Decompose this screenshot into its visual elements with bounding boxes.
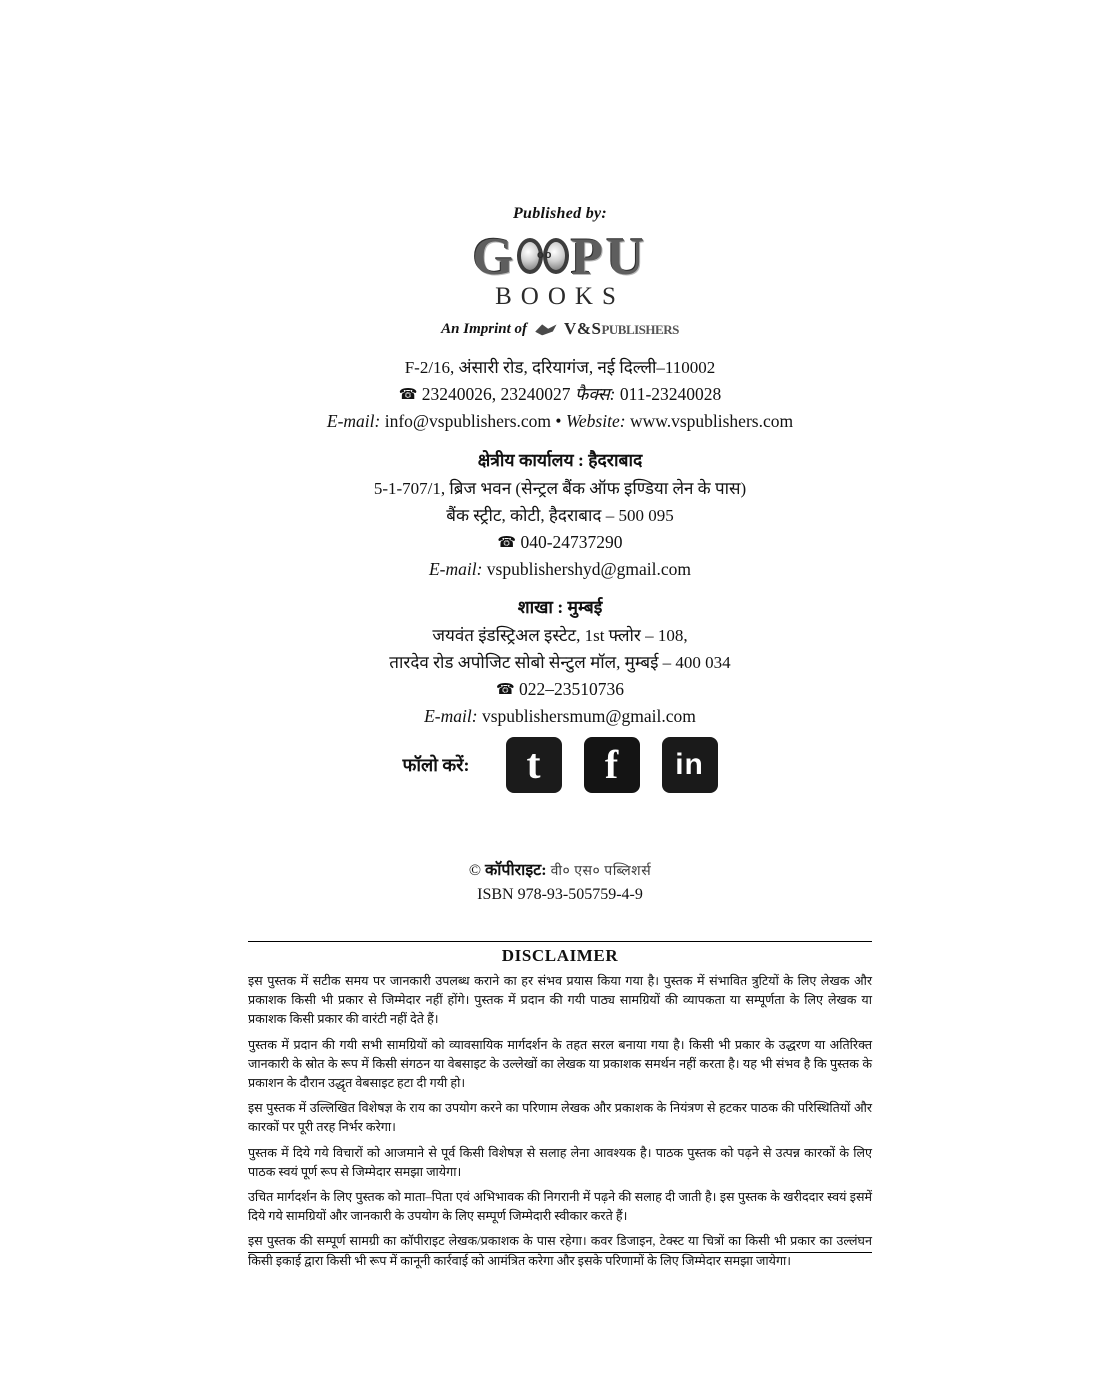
head-office-contact-line (0, 408, 1120, 435)
head-office-email[interactable]: info@vspublishers.com (384, 411, 552, 431)
twitter-icon[interactable] (506, 737, 562, 793)
email-label: E-mail: (424, 706, 478, 726)
disclaimer-title: DISCLAIMER (501, 946, 619, 965)
disclaimer-paragraph: इस पुस्तक में सटीक समय पर जानकारी उपलब्ध कराने का हर संभव प्रयास किया गया है। पुस्तक में संभावित त्रुटियों के लिए लेखक और प्रकाशक किसी भी प्रकार से जिम्मेदार नहीं होंगे। पुस्तक में प्रदान की गयी पाठ्य सामग्रियों की व्यापकता या सम्पूर्णता के लिए लेखक या प्रकाशक किसी प्रकार की वारंटी नहीं देते हैं। (248, 974, 872, 1027)
branch-office-address-2: तारदेव रोड अपोजिट सोबो सेन्टुल मॉल, मुम्बई – 400 034 (389, 653, 731, 672)
disclaimer-paragraph: इस पुस्तक की सम्पूर्ण सामग्री का कॉपीराइट लेखक/प्रकाशक के पास रहेगा। कवर डिजाइन, टेक्स्ट या चित्रों का किसी भी प्रकार का उल्लंघन किसी इकाई द्वारा किसी भी रूप में कानूनी कार्रवाई को आमंत्रित करेगा और इसके परिणामों के लिए जिम्मेदार समझा जायेगा। (248, 1234, 872, 1268)
disclaimer-paragraph: इस पुस्तक में उल्लिखित विशेषज्ञ के राय का उपयोग करने का परिणाम लेखक और प्रकाशक के नियंत्रण से हटकर पाठक की परिस्थितियों और कारकों पर पूरी तरह निर्भर करेगा। (248, 1101, 872, 1135)
imprint-label: An Imprint of (441, 320, 528, 337)
head-office-phone: 23240026, 23240027 (421, 384, 571, 404)
phone-icon: ☎ (398, 385, 418, 403)
vs-brand: V&S (564, 319, 602, 338)
disclaimer-top-rule (248, 941, 872, 942)
vs-publishers-logo (535, 319, 679, 339)
disclaimer-bottom-rule (248, 1252, 872, 1253)
social-follow-row (0, 737, 1120, 793)
copyright-line (0, 858, 1120, 880)
head-office-address: F-2/16, अंसारी रोड, दरियागंज, नई दिल्ली–110002 (404, 358, 716, 377)
publisher-block (0, 205, 1120, 339)
facebook-glyph: f (604, 742, 619, 787)
regional-office-address-2: बैंक स्ट्रीट, कोटी, हैदराबाद – 500 095 (446, 506, 674, 525)
email-label: E-mail: (428, 559, 483, 579)
branch-office-address-1: जयवंत इंडस्ट्रिअल इस्टेट, 1st फ्लोर – 108, (432, 626, 688, 645)
copyright-label: कॉपीराइट: (484, 862, 547, 879)
email-label: E-mail: (326, 411, 381, 431)
regional-office-block (0, 445, 1120, 583)
linkedin-icon[interactable] (662, 737, 718, 793)
copyright-symbol: © (468, 862, 481, 879)
branch-office-email-line (0, 703, 1120, 730)
regional-office-phone-line (0, 529, 1120, 556)
regional-office-phone: 040-24737290 (520, 532, 623, 552)
published-by-label: Published by: (512, 205, 608, 222)
linkedin-glyph: in (675, 748, 704, 781)
branch-office-phone: 022–23510736 (519, 679, 625, 699)
disclaimer-paragraph: उचित मार्गदर्शन के लिए पुस्तक को माता–पिता एवं अभिभावक की निगरानी में पढ़ने की सलाह दी जाती है। इस पुस्तक के खरीददार स्वयं इसमें दिये गये सामग्रियों और जानकारी के उपयोग के लिए सम्पूर्ण जिम्मेदारी स्वीकार करते हैं। (248, 1190, 872, 1224)
regional-office-heading: क्षेत्रीय कार्यालय : हैदराबाद (477, 450, 643, 470)
gopu-logo (0, 228, 1120, 310)
branch-office-block (0, 592, 1120, 730)
imprint-row (0, 319, 1120, 339)
vs-brand-suffix: PUBLISHERS (601, 322, 679, 337)
gopu-logo-text (473, 229, 648, 285)
branch-office-heading: शाखा : मुम्बई (517, 597, 603, 617)
gopu-dots: oo (537, 249, 553, 261)
gopu-eyes-icon (517, 236, 571, 280)
disclaimer-body (248, 972, 872, 1277)
follow-label: फॉलो करें: (402, 755, 470, 775)
regional-office-address-1: 5-1-707/1, ब्रिज भवन (सेन्ट्रल बैंक ऑफ इण्डिया लेन के पास) (373, 479, 747, 498)
head-office-website[interactable]: www.vspublishers.com (629, 411, 794, 431)
head-office-block (0, 354, 1120, 435)
gopu-letters-pu: PU (570, 228, 648, 286)
branch-office-email[interactable]: vspublishersmum@gmail.com (481, 706, 696, 726)
phone-icon: ☎ (495, 680, 515, 698)
vs-brand-text (564, 319, 679, 339)
disclaimer-paragraph: पुस्तक में दिये गये विचारों को आजमाने से पूर्व किसी विशेषज्ञ से सलाह लेना आवश्यक है। पाठक पुस्तक को पढ़ने से उत्पन्न कारकों के लिए पाठक स्वयं पूर्ण रूप से जिम्मेदार समझा जायेगा। (248, 1145, 872, 1179)
separator-dot: • (555, 411, 562, 431)
head-office-phone-line (0, 381, 1120, 408)
copyright-holder: वी० एस० पब्लिशर्स (550, 864, 652, 879)
gopu-books-subtitle: BOOKS (495, 283, 625, 310)
website-label: Website: (565, 411, 626, 431)
regional-office-email-line (0, 556, 1120, 583)
twitter-glyph: t (526, 742, 541, 788)
phone-icon: ☎ (497, 533, 517, 551)
disclaimer-paragraph: पुस्तक में प्रदान की गयी सभी सामग्रियों को व्यावसायिक मार्गदर्शन के तहत सरल बनाया गया है। किसी भी प्रकार के उद्धरण या अतिरिक्त जानकारी के स्रोत के रूप में किसी संगठन या वेबसाइट के उल्लेखों का लेखक या प्रकाशक समर्थन नहीं करता है। यह भी संभव है कि पुस्तक के प्रकाशन के दौरान उद्धृत वेबसाइट हटा दी गयी हो। (248, 1037, 872, 1091)
facebook-icon[interactable] (584, 737, 640, 793)
gopu-letter-g: G (472, 228, 517, 286)
regional-office-email[interactable]: vspublishershyd@gmail.com (486, 559, 692, 579)
bird-icon (535, 320, 561, 338)
fax-label: फैक्स: (574, 384, 616, 404)
isbn-line: ISBN 978-93-505759-4-9 (477, 886, 643, 903)
head-office-fax: 011-23240028 (619, 384, 722, 404)
branch-office-phone-line (0, 676, 1120, 703)
